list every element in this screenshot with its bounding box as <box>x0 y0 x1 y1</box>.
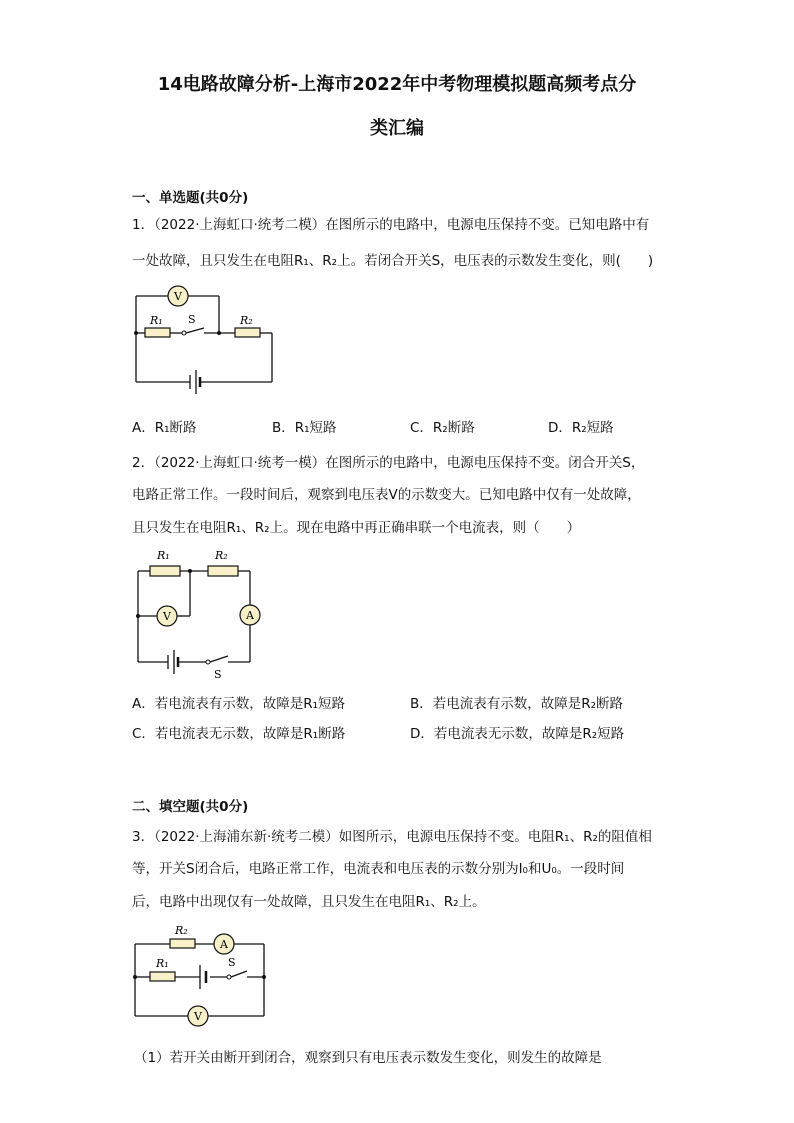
resistor-r1-icon <box>150 972 175 981</box>
q2-option-a: A．若电流表有示数，故障是R₁短路 <box>132 696 346 712</box>
q1-option-d: D．R₂短路 <box>548 420 614 436</box>
q3-r1-label: R₁ <box>156 957 169 970</box>
q3-ammeter-label: A <box>220 938 228 951</box>
q1-line1: 1．（2022·上海虹口·统考二模）在图所示的电路中，电源电压保持不变。已知电路中有 <box>132 217 650 233</box>
battery-icon <box>168 650 178 674</box>
q2-line3: 且只发生在电阻R₁、R₂上。现在电路中再正确串联一个电流表，则（ ） <box>132 520 581 536</box>
q2-voltmeter-label: V <box>163 610 171 623</box>
q2-line2: 电路正常工作。一段时间后，观察到电压表V的示数变大。已知电路中仅有一处故障， <box>132 487 641 503</box>
q2-ammeter-label: A <box>246 609 254 622</box>
switch-icon <box>206 660 210 664</box>
q3-circuit-diagram <box>130 920 270 1030</box>
q3-voltmeter-label: V <box>194 1010 202 1023</box>
q3-line3: 后，电路中出现仅有一处故障，且只发生在电阻R₁、R₂上。 <box>132 894 486 910</box>
q1-option-c: C．R₂断路 <box>410 420 475 436</box>
q2-switch-label: S <box>214 668 222 681</box>
q1-voltmeter-label: V <box>174 290 182 303</box>
q3-switch-label: S <box>228 956 236 969</box>
q1-switch-label: S <box>188 313 196 326</box>
switch-icon <box>227 975 231 979</box>
section2-heading: 二、填空题(共0分) <box>132 799 249 815</box>
section1-heading: 一、单选题(共0分) <box>132 190 249 206</box>
document-title-line1: 14电路故障分析-上海市2022年中考物理模拟题高频考点分 <box>157 74 637 95</box>
q3-r2-label: R₂ <box>175 924 188 937</box>
q2-option-b: B．若电流表有示数，故障是R₂断路 <box>410 696 624 712</box>
q1-option-b: B．R₁短路 <box>272 420 337 436</box>
q2-line1: 2．（2022·上海虹口·统考一模）在图所示的电路中，电源电压保持不变。闭合开关S， <box>132 455 645 471</box>
q3-line1: 3．（2022·上海浦东新·统考二模）如图所示，电源电压保持不变。电阻R₁、R₂的阻值相 <box>132 829 652 845</box>
switch-icon <box>182 331 186 335</box>
document-title-line2: 类汇编 <box>370 118 424 139</box>
q2-r2-label: R₂ <box>215 549 228 562</box>
battery-icon <box>190 370 200 394</box>
resistor-r2-icon <box>170 939 195 948</box>
q1-r2-label: R₂ <box>240 314 253 327</box>
q1-r1-label: R₁ <box>150 314 163 327</box>
q2-r1-label: R₁ <box>157 549 170 562</box>
q2-option-c: C．若电流表无示数，故障是R₁断路 <box>132 726 346 742</box>
q2-option-d: D．若电流表无示数，故障是R₂短路 <box>410 726 625 742</box>
q2-circuit-diagram <box>130 544 266 682</box>
q3-sub1: （1）若开关由断开到闭合，观察到只有电压表示数发生变化，则发生的故障是 <box>134 1050 602 1066</box>
q3-line2: 等，开关S闭合后，电路正常工作，电流表和电压表的示数分别为I₀和U₀。一段时间 <box>132 861 625 877</box>
q1-option-a: A．R₁断路 <box>132 420 197 436</box>
resistor-r1-icon <box>150 566 180 576</box>
q1-circuit-diagram <box>130 284 276 398</box>
resistor-r2-icon <box>235 328 260 337</box>
resistor-r1-icon <box>145 328 170 337</box>
battery-icon <box>200 965 206 989</box>
q1-line2: 一处故障，且只发生在电阻R₁、R₂上。若闭合开关S，电压表的示数发生变化，则( ) <box>132 253 654 269</box>
resistor-r2-icon <box>208 566 238 576</box>
